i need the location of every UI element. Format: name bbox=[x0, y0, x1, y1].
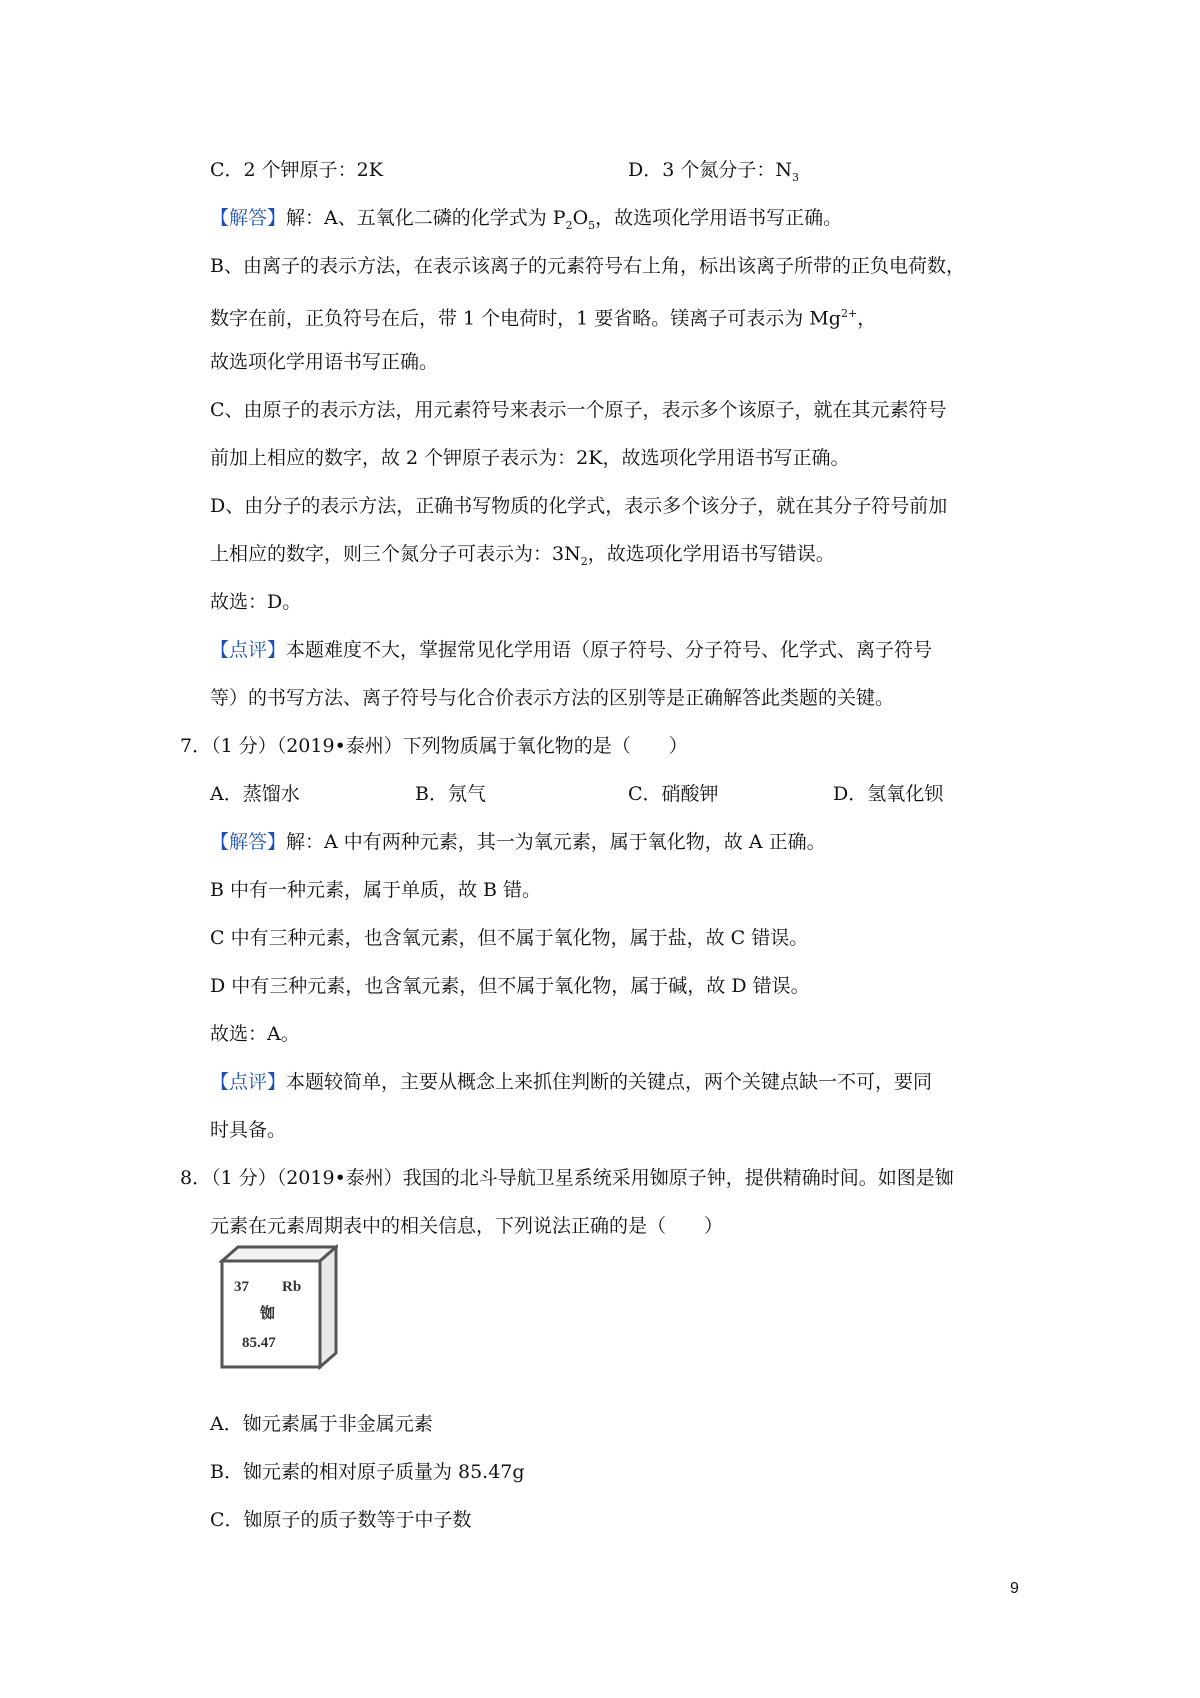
q7-option-c: C．硝酸钾 bbox=[628, 783, 719, 805]
periodic-table-card bbox=[214, 1243, 338, 1371]
q6-answer-b-line-1: B、由离子的表示方法，在表示该离子的元素符号右上角，标出该离子所带的正负电荷数， bbox=[210, 255, 965, 277]
page-number: 9 bbox=[1010, 1580, 1019, 1597]
q7-option-b: B．氖气 bbox=[415, 783, 486, 805]
q8-option-a: A．铷元素属于非金属元素 bbox=[210, 1413, 433, 1435]
q7-comment-line-1: 【点评】本题较简单，主要从概念上来抓住判断的关键点，两个关键点缺一不可，要同 bbox=[210, 1071, 933, 1093]
q6-answer-c-line-2: 前加上相应的数字，故 2 个钾原子表示为：2K，故选项化学用语书写正确。 bbox=[210, 447, 850, 469]
q6-choice: 故选：D。 bbox=[210, 591, 302, 613]
answer-tag: 【解答】 bbox=[210, 831, 287, 853]
q7-option-d: D．氢氧化钡 bbox=[833, 783, 944, 805]
q6-answer-c-line-1: C、由原子的表示方法，用元素符号来表示一个原子，表示多个该原子，就在其元素符号 bbox=[210, 399, 947, 421]
q6-option-c: C．2 个钾原子：2K bbox=[210, 159, 383, 181]
q7-stem: 7．（1 分）（2019•泰州）下列物质属于氧化物的是（ ） bbox=[180, 735, 688, 757]
q6-answer-b-line-2: 数字在前，正负符号在后，带 1 个电荷时，1 要省略。镁离子可表示为 $Mg^{2+}$， bbox=[210, 307, 877, 330]
periodic-card-figure bbox=[214, 1243, 338, 1371]
comment-tag: 【点评】 bbox=[210, 639, 287, 661]
q6-answer-line-1: 【解答】解：A、五氧化二磷的化学式为 $P_2O_5$，故选项化学用语书写正确。 bbox=[210, 207, 843, 232]
q8-option-c: C．铷原子的质子数等于中子数 bbox=[210, 1509, 472, 1531]
q8-stem-line-2: 元素在元素周期表中的相关信息，下列说法正确的是（ ） bbox=[210, 1215, 724, 1237]
q6-option-d: D．3 个氮分子：$N_3$ bbox=[628, 159, 799, 184]
q8-stem-line-1: 8．（1 分）（2019•泰州）我国的北斗导航卫星系统采用铷原子钟，提供精确时间。如图是铷 bbox=[180, 1167, 954, 1189]
q6-comment-line-2: 等）的书写方法、离子符号与化合价表示方法的区别等是正确解答此类题的关键。 bbox=[210, 687, 895, 709]
element-symbol: Rb bbox=[282, 1279, 302, 1295]
element-name: 铷 bbox=[260, 1304, 276, 1322]
q7-answer-line-4: D 中有三种元素，也含氧元素，但不属于氧化物，属于碱，故 D 错误。 bbox=[210, 975, 810, 997]
q7-answer-line-3: C 中有三种元素，也含氧元素，但不属于氧化物，属于盐，故 C 错误。 bbox=[210, 927, 809, 949]
comment-tag: 【点评】 bbox=[210, 1071, 287, 1093]
q6-answer-b-line-3: 故选项化学用语书写正确。 bbox=[210, 351, 439, 373]
atomic-number: 37 bbox=[234, 1279, 249, 1295]
q7-comment-line-2: 时具备。 bbox=[210, 1119, 287, 1141]
q7-answer-line-2: B 中有一种元素，属于单质，故 B 错。 bbox=[210, 879, 542, 901]
q8-option-b: B．铷元素的相对原子质量为 85.47g bbox=[210, 1461, 525, 1483]
q6-comment-line-1: 【点评】本题难度不大，掌握常见化学用语（原子符号、分子符号、化学式、离子符号 bbox=[210, 639, 933, 661]
q7-answer-line-1: 【解答】解：A 中有两种元素，其一为氧元素，属于氧化物，故 A 正确。 bbox=[210, 831, 826, 853]
q7-choice: 故选：A。 bbox=[210, 1023, 300, 1045]
q7-option-a: A．蒸馏水 bbox=[210, 783, 300, 805]
q6-answer-d-line-2: 上相应的数字，则三个氮分子可表示为：$3N_2$，故选项化学用语书写错误。 bbox=[210, 543, 835, 568]
atomic-mass: 85.47 bbox=[242, 1335, 276, 1351]
answer-tag: 【解答】 bbox=[210, 207, 287, 229]
q6-answer-d-line-1: D、由分子的表示方法，正确书写物质的化学式，表示多个该分子，就在其分子符号前加 bbox=[210, 495, 948, 517]
